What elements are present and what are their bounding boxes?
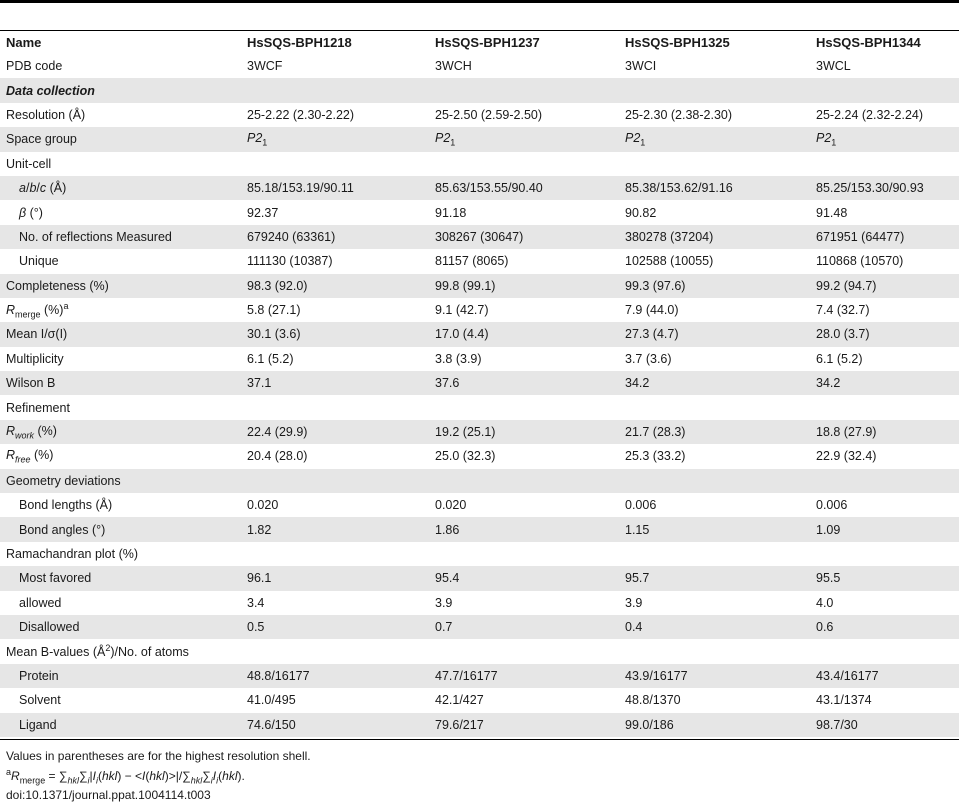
cell: 6.1 (5.2) <box>816 351 863 366</box>
row-label: Mean I/σ(I) <box>0 322 241 346</box>
cell: 22.4 (29.9) <box>241 420 429 444</box>
row-label: Multiplicity <box>6 351 64 366</box>
table-row <box>0 274 959 298</box>
cell: 47.7/16177 <box>429 664 619 688</box>
cell: 27.3 (4.7) <box>619 322 810 346</box>
table-row <box>0 713 959 737</box>
table-top-rule <box>0 0 959 3</box>
cell: 3WCL <box>816 59 851 74</box>
row-label: Mean B-values $(Å^2)/No$. of atoms <box>6 643 189 660</box>
cell: 96.1 <box>241 566 429 590</box>
table-row <box>0 298 959 322</box>
table-row <box>0 420 959 444</box>
cell: 6.1 (5.2) <box>247 351 294 366</box>
row-label: Refinement <box>6 400 70 415</box>
table-row <box>0 54 959 78</box>
cell: 0.006 <box>625 498 657 513</box>
table-row <box>0 371 959 395</box>
row-label: Unique <box>19 254 59 269</box>
table-row <box>0 566 959 590</box>
row-label: Wilson B <box>0 371 241 395</box>
cell: 7.4 (32.7) <box>816 303 870 318</box>
cell: 1.15 <box>619 517 810 541</box>
cell: 25.3 (33.2) <box>625 449 686 464</box>
cell: 95.4 <box>429 566 619 590</box>
table-row <box>0 639 959 663</box>
table-bottom-rule <box>0 739 959 740</box>
table-footnotes <box>6 749 311 804</box>
table-row <box>0 347 959 371</box>
cell: 3WCH <box>435 59 472 74</box>
cell: 43.1/1374 <box>816 693 872 708</box>
footnote-rmerge-formula: $^aR_{merge} = \sum_{hkl}\sum_i|I_i(hkl) - <I(hkl)>|/\sum_{hkl}\sum_iI_i(hkl)$. <box>6 766 245 785</box>
row-label: Disallowed <box>0 615 241 639</box>
cell: 9.1 (42.7) <box>435 303 489 318</box>
table-row <box>0 225 959 249</box>
cell: 111130 (10387) <box>247 254 333 269</box>
cell: 22.9 (32.4) <box>816 449 877 464</box>
row-label: a/b/c (Å) <box>0 176 241 200</box>
row-label: Ligand <box>0 713 241 737</box>
cell: 18.8 (27.9) <box>810 420 959 444</box>
cell: 43.9/16177 <box>619 664 810 688</box>
cell: 74.6/150 <box>241 713 429 737</box>
cell: 85.38/153.62/91.16 <box>619 176 810 200</box>
section-heading: Data collection <box>0 78 241 102</box>
cell: 3.9 <box>435 595 453 610</box>
cell: 3.9 <box>625 595 643 610</box>
cell: 99.0/186 <box>619 713 810 737</box>
cell: 95.5 <box>810 566 959 590</box>
row-label: Most favored <box>0 566 241 590</box>
table-row <box>0 322 959 346</box>
cell: 20.4 (28.0) <box>247 449 308 464</box>
cell: 25-2.50 (2.59-2.50) <box>435 107 543 122</box>
row-label: Geometry deviations <box>0 469 241 493</box>
row-label: allowed <box>19 595 62 610</box>
cell: 0.5 <box>241 615 429 639</box>
cell: 7.9 (44.0) <box>625 303 679 318</box>
cell: 0.4 <box>619 615 810 639</box>
cell: 3WCI <box>625 59 657 74</box>
header-col: HsSQS-BPH1218 <box>247 35 352 50</box>
header-col: HsSQS-BPH1237 <box>435 35 540 50</box>
cell: 1.86 <box>429 517 619 541</box>
row-label: $R_{merge}$ (%)$^a$ <box>6 300 69 320</box>
cell: 110868 (10570) <box>816 254 904 269</box>
cell: 25-2.30 (2.38-2.30) <box>625 107 733 122</box>
cell: 81157 (8065) <box>435 254 509 269</box>
row-label: Completeness (%) <box>0 274 241 298</box>
cell: 91.18 <box>435 205 467 220</box>
cell: 42.1/427 <box>435 693 484 708</box>
header-name: Name <box>6 35 42 50</box>
cell: 34.2 <box>810 371 959 395</box>
row-label: Resolution (Å) <box>6 107 86 122</box>
row-label: Solvent <box>19 693 61 708</box>
cell: 85.63/153.55/90.40 <box>429 176 619 200</box>
row-label: β (°) <box>19 205 43 220</box>
table-row <box>0 395 959 419</box>
cell: 25.0 (32.3) <box>435 449 496 464</box>
cell: 95.7 <box>619 566 810 590</box>
cell: 90.82 <box>625 205 657 220</box>
cell: 1.82 <box>241 517 429 541</box>
cell: 0.020 <box>247 498 279 513</box>
table-row <box>0 152 959 176</box>
cell: 43.4/16177 <box>810 664 959 688</box>
cell: 79.6/217 <box>429 713 619 737</box>
cell: 37.1 <box>241 371 429 395</box>
cell: 98.7/30 <box>810 713 959 737</box>
header-col: HsSQS-BPH1344 <box>816 35 921 50</box>
table-row <box>0 493 959 517</box>
table-row <box>0 249 959 273</box>
cell: 25-2.22 (2.30-2.22) <box>247 107 355 122</box>
cell: 380278 (37204) <box>619 225 810 249</box>
cell: 3.8 (3.9) <box>435 351 482 366</box>
cell: 99.8 (99.1) <box>429 274 619 298</box>
cell: $P2_1$ <box>429 127 619 151</box>
cell: 28.0 (3.7) <box>810 322 959 346</box>
crystallography-table <box>0 31 959 737</box>
table-row <box>0 591 959 615</box>
table-row <box>0 664 959 688</box>
table-row <box>0 469 959 493</box>
row-label: Protein <box>0 664 241 688</box>
cell: 48.8/1370 <box>625 693 681 708</box>
cell: 0.6 <box>810 615 959 639</box>
table-row <box>0 176 959 200</box>
cell: 4.0 <box>816 595 834 610</box>
row-label: No. of reflections Measured <box>0 225 241 249</box>
cell: 3.7 (3.6) <box>625 351 672 366</box>
cell: 0.006 <box>816 498 848 513</box>
cell: 41.0/495 <box>247 693 296 708</box>
table-row <box>0 688 959 712</box>
cell: 5.8 (27.1) <box>247 303 301 318</box>
cell: $P2_1$ <box>619 127 810 151</box>
header-row <box>0 31 959 54</box>
cell: 48.8/16177 <box>241 664 429 688</box>
cell: 92.37 <box>247 205 279 220</box>
cell: 34.2 <box>619 371 810 395</box>
cell: 98.3 (92.0) <box>241 274 429 298</box>
cell: 17.0 (4.4) <box>429 322 619 346</box>
cell: 0.020 <box>435 498 467 513</box>
row-label: Unit-cell <box>6 156 52 171</box>
row-label: Space group <box>0 127 241 151</box>
cell: 0.7 <box>429 615 619 639</box>
header-col: HsSQS-BPH1325 <box>625 35 730 50</box>
cell: 1.09 <box>810 517 959 541</box>
cell: 85.25/153.30/90.93 <box>810 176 959 200</box>
cell: 19.2 (25.1) <box>429 420 619 444</box>
cell: 671951 (64477) <box>810 225 959 249</box>
table-row <box>0 444 959 468</box>
table-row <box>0 103 959 127</box>
footnote-parentheses: Values in parentheses are for the highest resolution shell. <box>6 749 311 763</box>
cell: 91.48 <box>816 205 848 220</box>
table-row <box>0 200 959 224</box>
cell: 21.7 (28.3) <box>619 420 810 444</box>
table-row <box>0 78 959 102</box>
table-row <box>0 127 959 151</box>
cell: 308267 (30647) <box>429 225 619 249</box>
row-label: Bond lengths (Å) <box>19 498 113 513</box>
table-row <box>0 542 959 566</box>
cell: 3.4 <box>247 595 265 610</box>
table-row <box>0 517 959 541</box>
cell: 99.3 (97.6) <box>619 274 810 298</box>
row-label: Bond angles (°) <box>0 517 241 541</box>
cell: 25-2.24 (2.32-2.24) <box>816 107 924 122</box>
cell: 85.18/153.19/90.11 <box>241 176 429 200</box>
row-label: Ramachandran plot (%) <box>6 547 139 561</box>
cell: 679240 (63361) <box>241 225 429 249</box>
table-row <box>0 615 959 639</box>
row-label: $R_{work}$ (%) <box>0 420 241 444</box>
cell: 99.2 (94.7) <box>810 274 959 298</box>
cell: 3WCF <box>247 59 283 74</box>
cell: $P2_1$ <box>241 127 429 151</box>
cell: $P2_1$ <box>810 127 959 151</box>
cell: 102588 (10055) <box>625 254 714 269</box>
row-label: PDB code <box>6 59 63 74</box>
cell: 30.1 (3.6) <box>241 322 429 346</box>
cell: 37.6 <box>429 371 619 395</box>
row-label: $R_{free}$ (%) <box>6 448 54 465</box>
footnote-doi: doi:10.1371/journal.ppat.1004114.t003 <box>6 788 211 803</box>
